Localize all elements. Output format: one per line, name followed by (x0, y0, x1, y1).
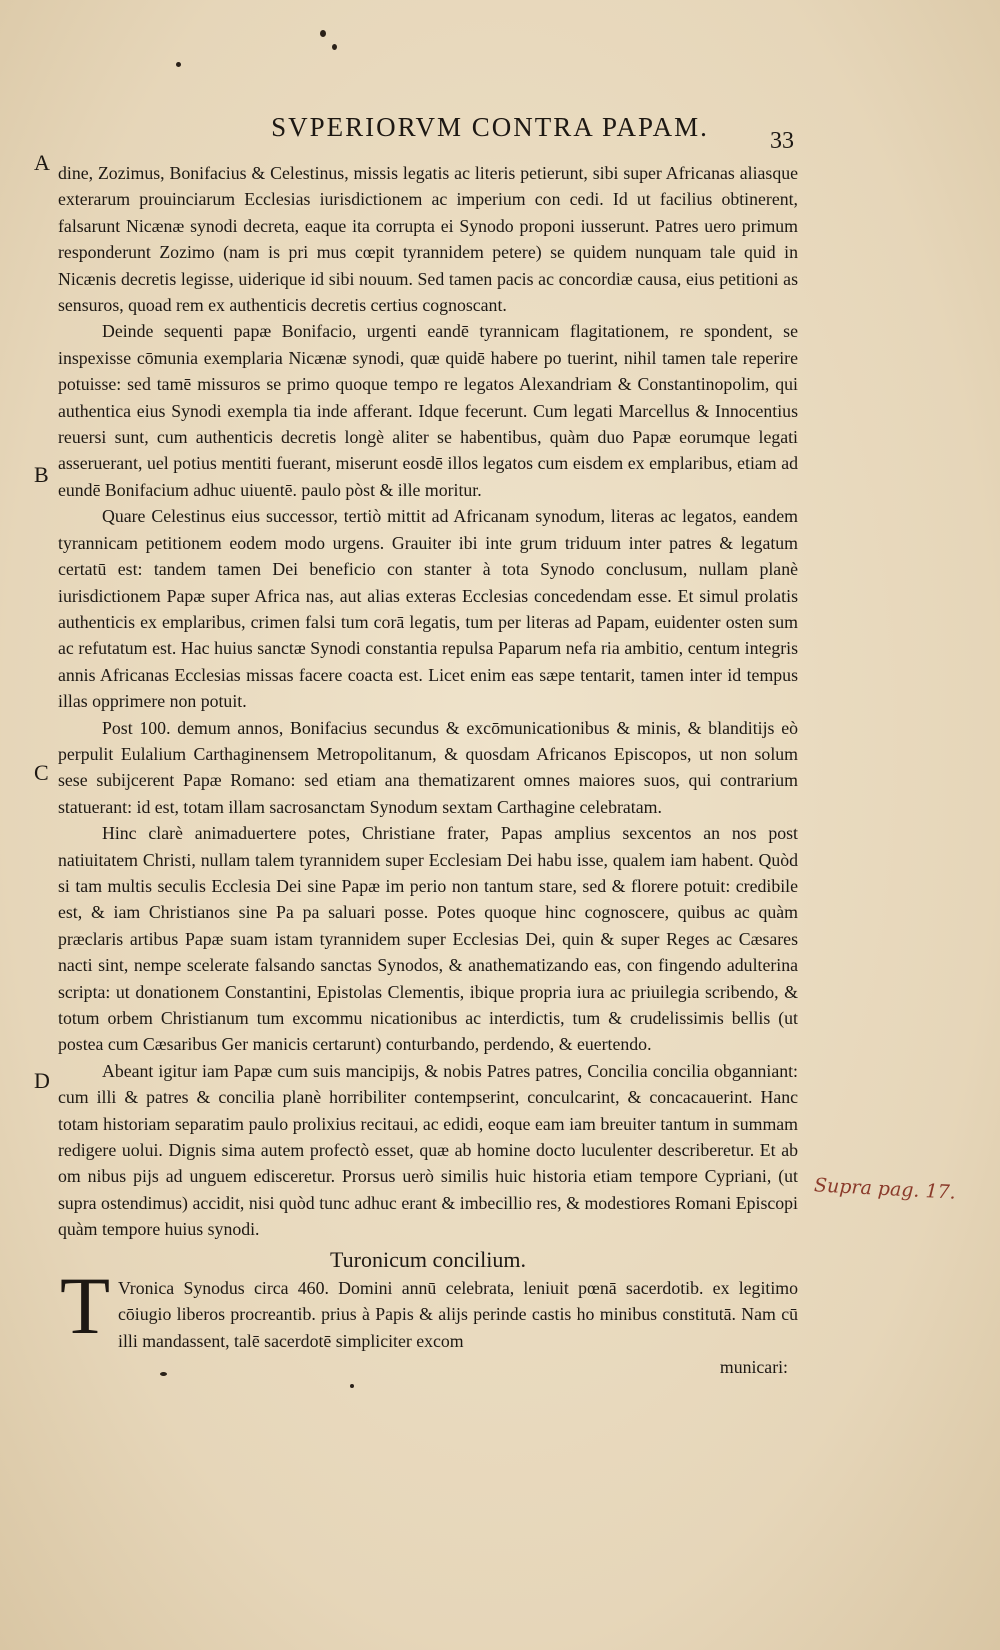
section-text: Vronica Synodus circa 460. Domini annū celebrata, leniuit pœnā sacerdotib. ex legitimo cōiugio liberos procreantib. prius à Papis & alijs perinde castis ho minibus constitutā. Nam cū illi mandassent, talē sacerdotē simpliciter excom (118, 1278, 798, 1351)
section-paragraph (58, 1260, 798, 1354)
section-title: Turonicum concilium. (330, 1246, 526, 1272)
paragraph-4: Post 100. demum annos, Bonifacius secundus & excōmunicationibus & minis, & blanditijs eò perpulit Eulalium Carthaginensem Metropolitanum, & quosdam Africanos Episcopos, ut non solum sese subijcerent Papæ Romano: sed etiam ana thematizarent omnes maiores suos, qui contrarium statuerant: id est, totam illam sacrosanctam Synodum sextam Carthagine celebratam. (58, 717, 798, 817)
page-number: 33 (770, 128, 794, 154)
paragraph-2: Deinde sequenti papæ Bonifacio, urgenti eandē tyrannicam flagitationem, re spondent, se inspexisse cōmunia exemplaria Nicænæ synodi, quæ quidē habere po tuerint, nihil tamen tale reperire potuisse: sed tamē missuros se primo quoque tempo re legatos Alexandriam & Constantinopolim, qui authentica eius Synodi exempla tia inde afferant. Idque fecerunt. Cum legati Marcellus & Innocentius reuersi sunt, cum authenticis decretis longè aliter se habentibus, quàm duo Papæ eorumque legati asseruerant, uel potius mentiti fuerant, miserunt eosdē illos legatos cum eisdem ex emplaribus, etiam ad eundē Bonifacium adhuc uiuentē. paulo pòst & ille moritur. (58, 321, 798, 500)
paragraph-1: dine, Zozimus, Bonifacius & Celestinus, missis legatis ac literis petierunt, sibi super Africanas aliasque exterarum prouinciarum Ecclesias iurisdictionem ac imperium con cedi. Id ut facilius obtinerent, falsarunt Nicænæ synodi decreta, eaque ita corrupta ei Synodo proponi iusserunt. Patres uero primum responderunt Zozimo (nam is pri mus cœpit tyrannidem petere) se quidem nunquam tale quid in Nicænis decretis legisse, uiderique id sibi nouum. Sed tamen pacis ac concordiæ causa, eius petitioni as sensuros, quoad rem ex authenticis decretis certius cognoscant. (58, 163, 798, 316)
catchword: municari: (719, 1357, 788, 1378)
handwritten-margin-note: Supra pag. 17. (813, 1174, 957, 1204)
running-head: SVPERIORVM CONTRA PAPAM. (271, 112, 709, 142)
body-text (58, 160, 798, 1381)
margin-letter-a: A (34, 150, 50, 175)
margin-letter-d: D (34, 1068, 50, 1093)
drop-cap: T (60, 1260, 111, 1352)
paragraph-3: Quare Celestinus eius successor, tertiò mittit ad Africanam synodum, literas ac legatos, eandem tyrannicam petitionem eodem modo urgens. Grauiter ibi inte grum triduum inter patres & legatum certatū est: tandem tamen Dei beneficio con stanter à tota Synodo conclusum, nullam planè iurisdictionem Papæ super Africa nas, aut alias exteras Ecclesias concedendam esse. Et simul prolatis authenticis ex emplaribus, crimen falsi tum corā legatis, tum per literas ad Papam, euidenter osten sum ac refutatum est. Hac huius sanctæ Synodi constantia repulsa Paparum nefa ria ambitio, centum integris annis Africanas Ecclesias missas facere coacta est. Licet enim eas sæpe tentarit, tamen inter id tempus illas opprimere non potuit. (58, 506, 798, 712)
paragraph-5: Hinc clarè animaduertere potes, Christiane frater, Papas amplius sexcentos an nos post natiuitatem Christi, nullam talem tyrannidem super Ecclesiam Dei habu isse, qualem iam habent. Quòd si tam multis seculis Ecclesia Dei sine Papæ im perio non tantum stare, sed & florere potuit: credibile est, & iam Christianos sine Pa pa saluari posse. Potes quoque hinc cognoscere, quibus ac quàm præclaris artibus Papæ suam istam tyrannidem super Ecclesias Dei, quin & super Reges ac Cæsares nacti sint, nempe scelerate falsando sanctas Synodos, & anathematizando eas, con fingendo adulterina scripta: ut donationem Constantini, Epistolas Clementis, ibique propria iura ac priuilegia scribendo, & totum orbem Christianum tum excommu nicationibus ac interdictis, tum & crudelissimis bellis (ut postea cum Cæsaribus Ger manicis certarunt) conturbando, perdendo, & euertendo. (58, 823, 798, 1055)
margin-letter-b: B (34, 462, 49, 487)
margin-letter-c: C (34, 760, 49, 785)
paragraph-6: Abeant igitur iam Papæ cum suis mancipijs, & nobis Patres patres, Concilia concilia obganniant: cum illi & patres & concilia planè horribiliter contempserint, conculcarint, & concacauerint. Hanc totam historiam separatim paulo prolixius recitaui, ac edidi, eoque eam iam breuiter tantum in summam redigere uolui. Dignis sima autem profectò esset, quæ ab homine docto luculenter describeretur. Et ab om nibus pijs ad unguem edisceretur. Prorsus uerò similis huic historia etiam tempore Cypriani, (ut supra ostendimus) accidit, nisi quòd tunc adhuc erant & imbecillio res, & modestiores Romani Episcopi quàm tempore huius synodi. (58, 1060, 798, 1240)
